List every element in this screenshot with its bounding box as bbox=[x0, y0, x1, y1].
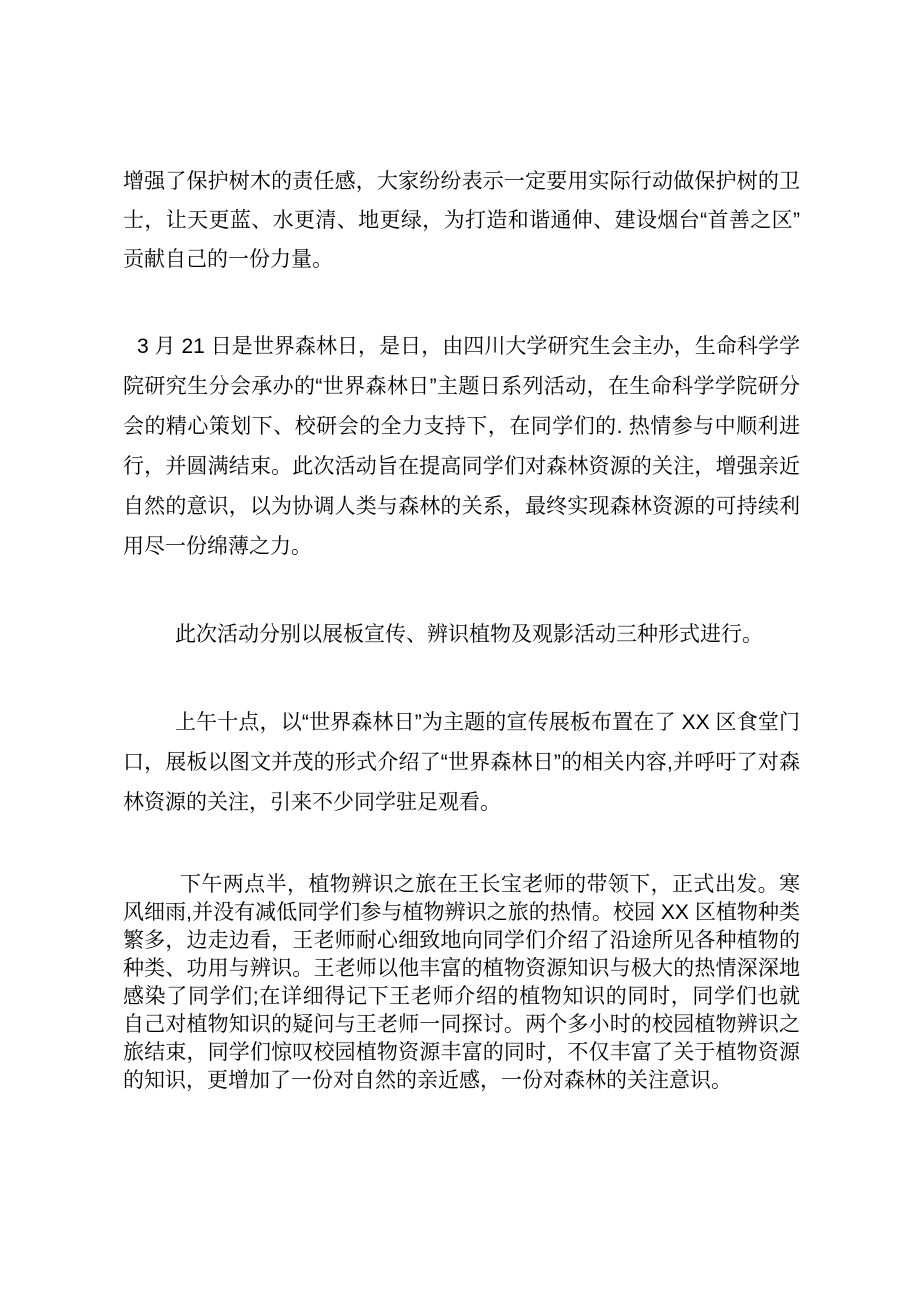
paragraph-activity-forms: 此次活动分别以展板宣传、辨识植物及观影活动三种形式进行。 bbox=[175, 623, 763, 646]
paragraph-afternoon-plant-tour: 下午两点半，植物辨识之旅在王长宝老师的带领下，正式出发。寒风细雨,并没有减低同学们参与植物辨识之旅的热情。校园 XX 区植物种类繁多，边走边看，王老师耐心细致地向同学们介绍了沿途所见各种植物的种类、功用与辨识。王老师以他丰富的植物资源知识与极大的热情深深地感染了同学们;在详细得记下王老师介绍的植物知识的同时，同学们也就自己对植物知识的疑问与王老师一同探讨。两个多小时的校园植物辨识之旅结束，同学们惊叹校园植物资源丰富的同时，不仅丰富了关于植物资源的知识，更增加了一份对自然的亲近感，一份对森林的关注意识。 bbox=[123, 873, 800, 1092]
paragraph-forest-day-intro: 3 月 21 日是世界森林日，是日，由四川大学研究生会主办，生命科学学院研究生分会承办的“世界森林日”主题日系列活动，在生命科学学院研分会的精心策划下、校研会的全力支持下，在同学们的. 热情参与中顺利进行，并圆满结束。此次活动旨在提高同学们对森林资源的关注，增强亲近自然的意识，以为协调人类与森林的关系，最终实现森林资源的可持续利用尽一份绵薄之力。 bbox=[123, 335, 800, 558]
paragraph-morning-exhibition: 上午十点，以“世界森林日”为主题的宣传展板布置在了 XX 区食堂门口，展板以图文并茂的形式介绍了“世界森林日”的相关内容,并呼吁了对森林资源的关注，引来不少同学驻足观看。 bbox=[123, 711, 800, 814]
paragraph-tree-protection: 增强了保护树木的责任感，大家纷纷表示一定要用实际行动做保护树的卫士，让天更蓝、水更清、地更绿，为打造和谐通伸、建设烟台“首善之区”贡献自己的一份力量。 bbox=[123, 170, 800, 271]
